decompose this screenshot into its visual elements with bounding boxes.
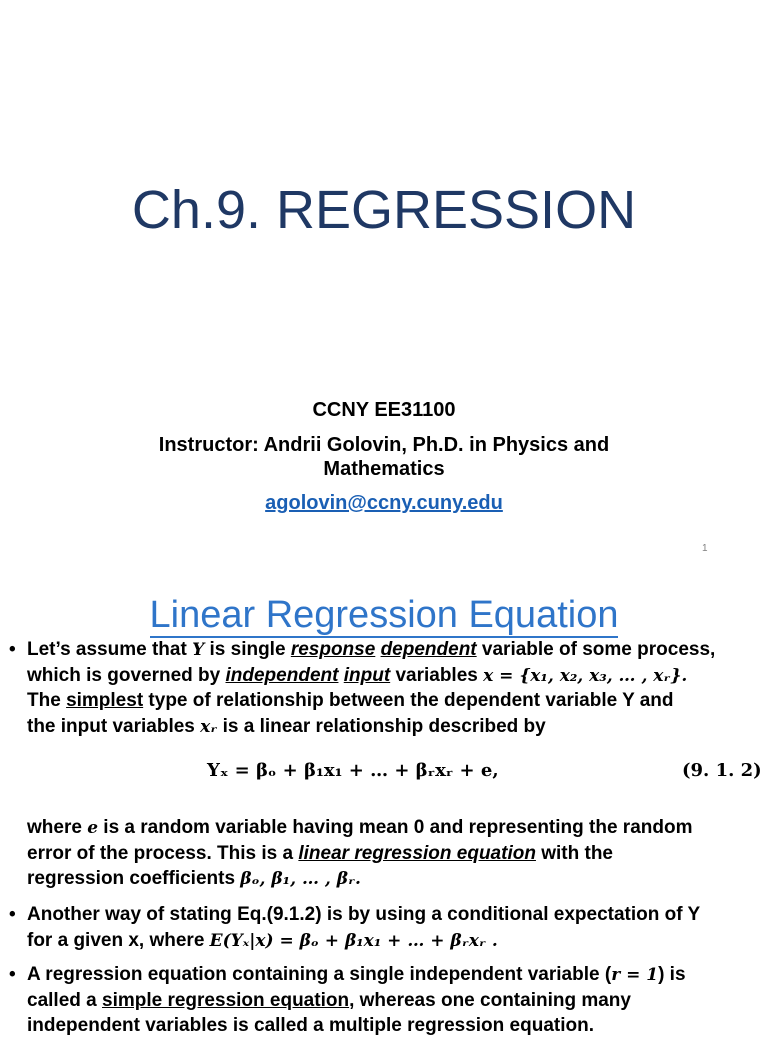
line-content	[27, 815, 692, 842]
text-span: is single	[204, 639, 291, 660]
line-content: independent variables is called a multiple regression equation.	[27, 1015, 594, 1036]
equation-formula: Yₓ = βₒ + β₁x₁ + … + βᵣxᵣ + e,	[207, 760, 499, 781]
text-span: where	[27, 817, 88, 838]
text-line	[0, 962, 768, 988]
line-content	[27, 688, 674, 714]
math-e: e	[87, 818, 99, 838]
term-independent: independent	[225, 664, 339, 686]
math-y: Y	[192, 640, 205, 660]
text-line	[0, 902, 768, 928]
text-span: type of relationship between the dependent variable Y and	[143, 690, 674, 711]
bullet-paragraph-4	[0, 962, 768, 1039]
term-simple-regression-equation: simple regression equation	[102, 989, 350, 1011]
text-span: ) is	[658, 964, 686, 985]
text-span: error of the process. This is a	[27, 842, 299, 864]
term-linear-regression-equation: linear regression equation	[298, 842, 536, 864]
instructor-line-1: Instructor: Andrii Golovin, Ph.D. in Physics and	[158, 434, 610, 456]
text-line	[0, 663, 768, 689]
slide-title: Ch.9. REGRESSION	[131, 180, 637, 240]
page-number: 1	[702, 543, 708, 554]
text-span: the input variables	[27, 715, 201, 737]
text-line	[0, 1013, 768, 1039]
line-content	[27, 714, 546, 741]
paragraph-2	[0, 815, 768, 892]
term-dependent: dependent	[380, 639, 477, 660]
equation-9-1-2	[0, 760, 768, 786]
text-line	[0, 714, 768, 740]
content-slide	[0, 575, 768, 1036]
math-xr: xᵣ	[200, 716, 218, 737]
term-response: response	[290, 639, 376, 660]
text-line	[0, 866, 768, 892]
text-line	[0, 637, 768, 663]
line-content	[27, 637, 715, 664]
text-span: called a	[27, 989, 102, 1011]
text-span: , whereas one containing many	[349, 989, 631, 1011]
text-span: for a given x, where	[27, 929, 210, 951]
text-line	[0, 815, 768, 841]
math-conditional-expectation: E(Yₓ|x) = βₒ + β₁x₁ + … + βᵣxᵣ .	[209, 930, 498, 951]
line-content	[27, 663, 687, 690]
text-span: Let’s assume that	[27, 639, 193, 660]
text-span: The	[27, 690, 67, 711]
text-span: with the	[535, 842, 614, 864]
math-variable-set: x = {x₁, x₂, x₃, … , xᵣ}.	[483, 665, 688, 686]
line-content	[27, 928, 498, 955]
math-r-equals-1: r = 1	[611, 965, 659, 985]
text-span: which is governed by	[27, 664, 226, 686]
text-span: regression coefficients	[27, 868, 241, 889]
text-line	[0, 988, 768, 1014]
course-code: CCNY EE31100	[312, 399, 456, 421]
text-span: variables	[390, 664, 484, 686]
text-line	[0, 928, 768, 954]
term-simplest: simplest	[66, 690, 144, 711]
bullet-paragraph-1	[0, 637, 768, 739]
term-input: input	[343, 664, 391, 686]
line-content: Another way of stating Eq.(9.1.2) is by using a conditional expectation of Y	[27, 904, 701, 925]
text-line	[0, 841, 768, 867]
equation-number: (9. 1. 2)	[682, 760, 762, 781]
line-content	[27, 866, 361, 893]
instructor-info	[0, 433, 768, 481]
text-span: A regression equation containing a single independent variable (	[27, 964, 612, 985]
text-span: is a random variable having mean 0 and representing the random	[98, 817, 693, 838]
instructor-line-2: Mathematics	[323, 458, 445, 480]
email-link[interactable]: agolovin@ccny.cuny.edu	[265, 492, 503, 514]
email-row	[0, 491, 768, 515]
text-span: variable of some process,	[476, 639, 716, 660]
text-span: is a linear relationship described by	[217, 715, 546, 737]
bullet-icon: •	[9, 904, 16, 925]
line-content	[27, 988, 631, 1014]
text-line	[0, 688, 768, 714]
line-content	[27, 841, 613, 867]
slide-heading-text: Linear Regression Equation	[149, 594, 619, 636]
bullet-icon: •	[9, 964, 16, 985]
slide-heading	[0, 592, 768, 638]
math-coefficients: βₒ, β₁, … , βᵣ.	[240, 869, 361, 889]
bullet-icon: •	[9, 639, 16, 660]
bullet-paragraph-3	[0, 902, 768, 953]
line-content	[27, 962, 686, 989]
